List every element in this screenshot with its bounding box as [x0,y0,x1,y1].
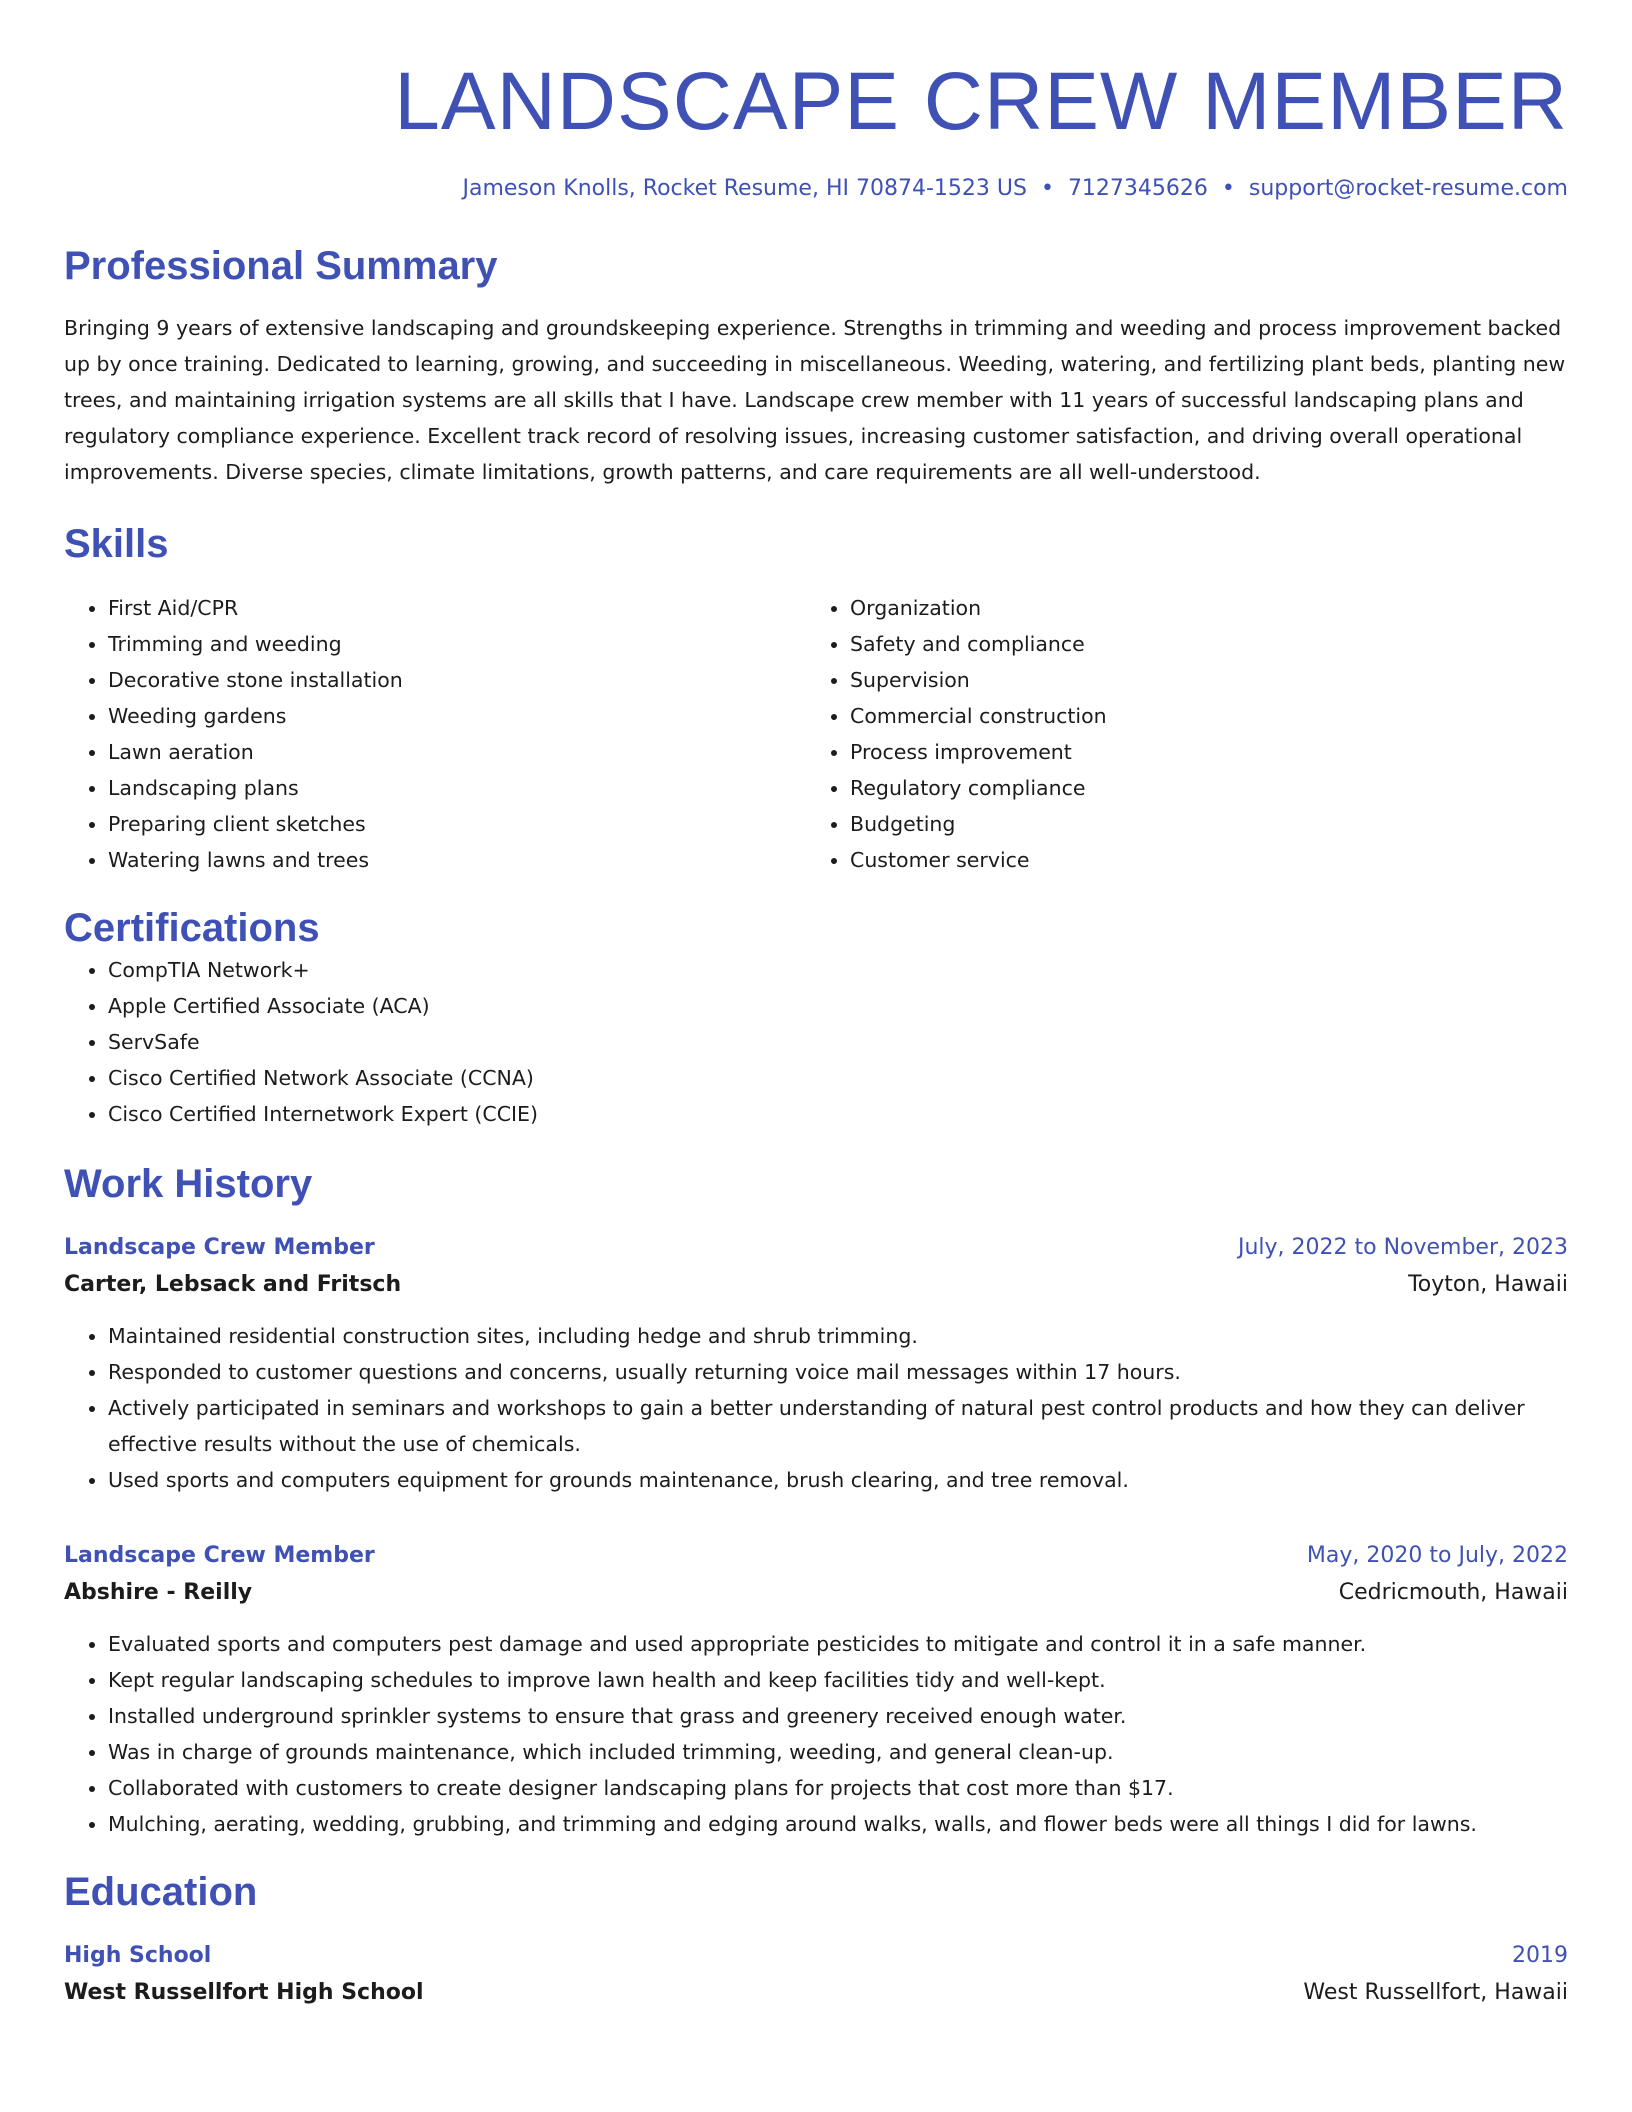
job-bullet: • Actively participated in seminars and workshops to gain a better understanding of natural pest control products and how they can deliver effective results without the use of chemicals. [108,1390,1568,1462]
job-bullets [64,1626,1568,1842]
job-bullet: • Evaluated sports and computers pest damage and used appropriate pesticides to mitigate and control it in a safe manner. [108,1626,1568,1662]
summary-text: Bringing 9 years of extensive landscaping and groundskeeping experience. Strengths in trimming and weeding and process improvement backed up by once training. Dedicated to learning, growing, and succeeding in miscellaneous. Weeding, watering, and fertilizing plant beds, planting new trees, and maintaining irrigation systems are all skills that I have. Landscape crew member with 11 years of successful landscaping plans and regulatory compliance experience. Excellent track record of resolving issues, increasing customer satisfaction, and driving overall operational improvements. Diverse species, climate limitations, growth patterns, and care requirements are all well-understood. [64,316,1566,484]
certifications-section [64,904,1568,1132]
skill-item: • Preparing client sketches [108,806,806,842]
job-company: Carter, Lebsack and Fritsch [64,1272,402,1297]
skills-column-left [64,590,806,878]
skill-item: • Budgeting [850,806,1548,842]
education-subheader [64,1974,1568,2012]
skills-title: Skills [64,522,169,566]
skill-item: • Safety and compliance [850,626,1548,662]
job-entry [64,1538,1568,1842]
contact-separator-1: • [1040,176,1054,201]
job-location: Toyton, Hawaii [1408,1272,1568,1297]
skill-item: • Supervision [850,662,1548,698]
education-entry [64,1938,1568,2012]
skill-item: • Landscaping plans [108,770,806,806]
skill-item: • Regulatory compliance [850,770,1548,806]
certification-item: • Apple Certified Associate (ACA) [108,988,1568,1024]
job-company: Abshire - Reilly [64,1580,253,1605]
education-year: 2019 [1512,1943,1568,1968]
skill-item: • Lawn aeration [108,734,806,770]
job-bullets [64,1318,1568,1498]
skills-column-right [806,590,1548,878]
work-history-section [64,1160,1568,1842]
summary-title: Professional Summary [64,244,498,288]
skill-item: • Commercial construction [850,698,1548,734]
skill-item: • Decorative stone installation [108,662,806,698]
job-bullet: • Kept regular landscaping schedules to improve lawn health and keep facilities tidy and well-kept. [108,1662,1568,1698]
summary-section [64,242,1568,490]
job-dates: July, 2022 to November, 2023 [1237,1235,1568,1260]
skills-section [64,520,1568,878]
education-section [64,1868,1568,2012]
contact-line [64,174,1568,204]
education-degree: High School [64,1943,212,1968]
certifications-list [64,952,1568,1132]
skill-item: • Organization [850,590,1548,626]
job-bullet: • Maintained residential construction sites, including hedge and shrub trimming. [108,1318,1568,1354]
contact-address: Jameson Knolls, Rocket Resume, HI 70874-1523 US [462,176,1027,201]
job-location: Cedricmouth, Hawaii [1338,1580,1568,1605]
job-header [64,1538,1568,1574]
certification-item: • Cisco Certified Network Associate (CCNA) [108,1060,1568,1096]
job-bullet: • Used sports and computers equipment for grounds maintenance, brush clearing, and tree removal. [108,1462,1568,1498]
skill-item: • Customer service [850,842,1548,878]
skill-item: • Weeding gardens [108,698,806,734]
certification-item: • Cisco Certified Internetwork Expert (CCIE) [108,1096,1568,1132]
education-header [64,1938,1568,1974]
contact-separator-2: • [1221,176,1235,201]
job-entry [64,1230,1568,1498]
job-bullet: • Responded to customer questions and concerns, usually returning voice mail messages within 17 hours. [108,1354,1568,1390]
work-history-title: Work History [64,1162,313,1206]
education-title: Education [64,1870,258,1914]
education-school: West Russellfort High School [64,1980,424,2005]
skill-item: • Process improvement [850,734,1548,770]
resume-name: LANDSCAPE CREW MEMBER [394,56,1568,147]
job-subheader [64,1574,1568,1612]
contact-phone: 7127345626 [1067,176,1208,201]
skill-item: • Watering lawns and trees [108,842,806,878]
job-bullet: • Collaborated with customers to create designer landscaping plans for projects that cost more than $17. [108,1770,1568,1806]
skill-item: • First Aid/CPR [108,590,806,626]
job-role: Landscape Crew Member [64,1543,375,1568]
skill-item: • Trimming and weeding [108,626,806,662]
certification-item: • CompTIA Network+ [108,952,1568,988]
certification-item: • ServSafe [108,1024,1568,1060]
contact-email[interactable]: support@rocket-resume.com [1248,176,1568,201]
job-bullet: • Mulching, aerating, wedding, grubbing, and trimming and edging around walks, walls, and flower beds were all things I did for lawns. [108,1806,1568,1842]
job-bullet: • Installed underground sprinkler systems to ensure that grass and greenery received enough water. [108,1698,1568,1734]
job-dates: May, 2020 to July, 2022 [1306,1543,1568,1568]
job-header [64,1230,1568,1266]
skills-grid [64,590,1568,878]
job-bullet: • Was in charge of grounds maintenance, which included trimming, weeding, and general clean-up. [108,1734,1568,1770]
job-role: Landscape Crew Member [64,1235,375,1260]
certifications-title: Certifications [64,906,320,950]
job-subheader [64,1266,1568,1304]
education-location: West Russellfort, Hawaii [1303,1980,1568,2005]
